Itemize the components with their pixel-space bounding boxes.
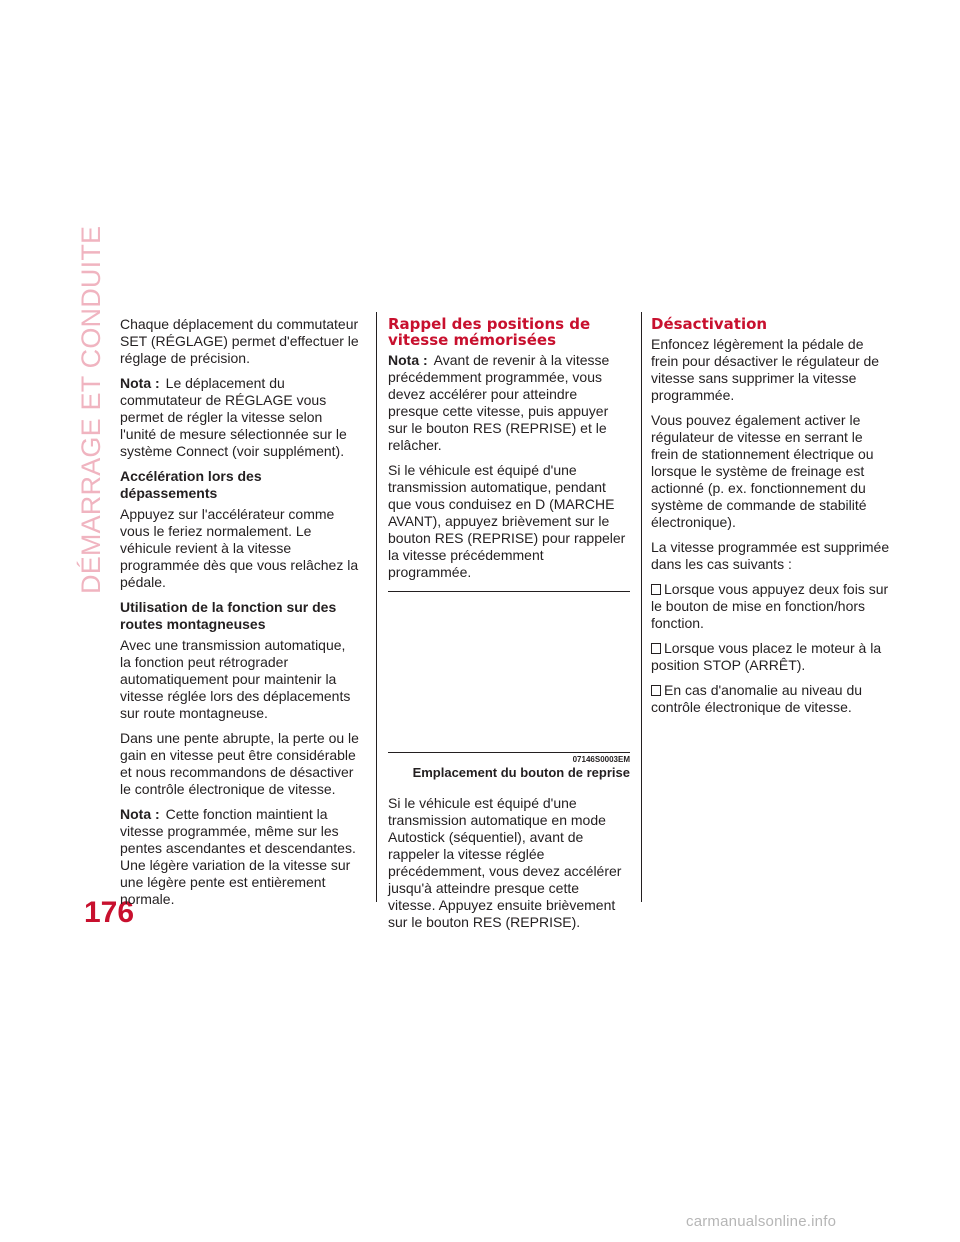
paragraph: Si le véhicule est équipé d'une transmission automatique, pendant que vous conduisez en D (MARCHE AVANT), appuyez brièvement sur le bouton RES (REPRISE) pour rappeler la vitesse précédemment programmée. bbox=[388, 462, 626, 580]
figure-placeholder bbox=[388, 591, 630, 753]
list-item bbox=[651, 581, 891, 632]
paragraph: Avec une transmission automatique, la fonction peut rétrograder automatiquement pour maintenir la vitesse réglée lors des déplacements sur route montagneuse. bbox=[120, 637, 351, 721]
figure-code: 07146S0003EM bbox=[572, 755, 630, 764]
figure-caption: Emplacement du bouton de reprise bbox=[412, 765, 630, 780]
paragraph: Dans une pente abrupte, la perte ou le gain en vitesse peut être considérable et nous recommandons de désactiver le contrôle électronique de vitesse. bbox=[120, 730, 359, 797]
note-label: Nota : bbox=[120, 806, 160, 822]
paragraph: Vous pouvez également activer le régulateur de vitesse en serrant le frein de stationnement électrique ou lorsque le système de freinage est actionné (p. ex. fonctionnement du système de commande de stabilité électronique). bbox=[651, 412, 874, 530]
column-left bbox=[120, 316, 360, 916]
note-text: Cette fonction maintient la vitesse programmée, même sur les pentes ascendantes et descendantes. Une légère variation de la vitesse sur une légère pente est entièrement normale. bbox=[120, 806, 356, 907]
paragraph: Enfoncez légèrement la pédale de frein pour désactiver le régulateur de vitesse sans supprimer la vitesse programmée. bbox=[651, 336, 880, 403]
list-item-text: En cas d'anomalie au niveau du contrôle électronique de vitesse. bbox=[651, 682, 863, 715]
section-heading-deactivation: Désactivation bbox=[651, 315, 768, 333]
column-divider-right bbox=[641, 312, 642, 902]
column-right bbox=[651, 316, 891, 724]
paragraph: Si le véhicule est équipé d'une transmission automatique en mode Autostick (séquentiel), avant de rappeler la vitesse réglée précédemment, vous devez accélérer jusqu'à atteindre presque cette vitesse. Appuyez ensuite brièvement sur le bouton RES (REPRISE). bbox=[388, 795, 622, 930]
watermark-link[interactable]: carmanualsonline.info bbox=[686, 1213, 837, 1230]
section-heading-recall-speed: Rappel des positions de vitesse mémorisées bbox=[388, 315, 591, 349]
checkbox-bullet-icon bbox=[651, 584, 661, 595]
note-text: Le déplacement du commutateur de RÉGLAGE vous permet de régler la vitesse selon l'unité de mesure sélectionnée sur le système Connect (voir supplément). bbox=[120, 375, 347, 459]
paragraph: Appuyez sur l'accélérateur comme vous le feriez normalement. Le véhicule revient à la vitesse programmée dès que vous relâchez la pédale. bbox=[120, 506, 359, 590]
list-item-text: Lorsque vous appuyez deux fois sur le bouton de mise en fonction/hors fonction. bbox=[651, 581, 889, 631]
section-side-title: DÉMARRAGE ET CONDUITE bbox=[76, 225, 106, 594]
note-paragraph bbox=[120, 806, 360, 908]
list-item-text: Lorsque vous placez le moteur à la position STOP (ARRÊT). bbox=[651, 640, 882, 673]
note-paragraph bbox=[388, 352, 630, 454]
list-item bbox=[651, 682, 891, 716]
paragraph: La vitesse programmée est supprimée dans les cas suivants : bbox=[651, 539, 890, 572]
column-divider-left bbox=[376, 312, 377, 902]
note-text: Avant de revenir à la vitesse précédemment programmée, vous devez accélérer pour atteindre presque cette vitesse, puis appuyer sur le bouton RES (REPRISE) et le relâcher. bbox=[388, 352, 610, 453]
page-number: 176 bbox=[84, 896, 135, 929]
paragraph: Chaque déplacement du commutateur SET (RÉGLAGE) permet d'effectuer le réglage de précision. bbox=[120, 316, 359, 366]
checkbox-bullet-icon bbox=[651, 643, 661, 654]
column-middle bbox=[388, 316, 630, 939]
checkbox-bullet-icon bbox=[651, 685, 661, 696]
note-label: Nota : bbox=[120, 375, 160, 391]
note-paragraph bbox=[120, 375, 360, 460]
subheading-acceleration: Accélération lors des dépassements bbox=[120, 468, 262, 501]
subheading-mountain-roads: Utilisation de la fonction sur des routes montagneuses bbox=[120, 599, 337, 632]
note-label: Nota : bbox=[388, 352, 428, 368]
list-item bbox=[651, 640, 891, 674]
